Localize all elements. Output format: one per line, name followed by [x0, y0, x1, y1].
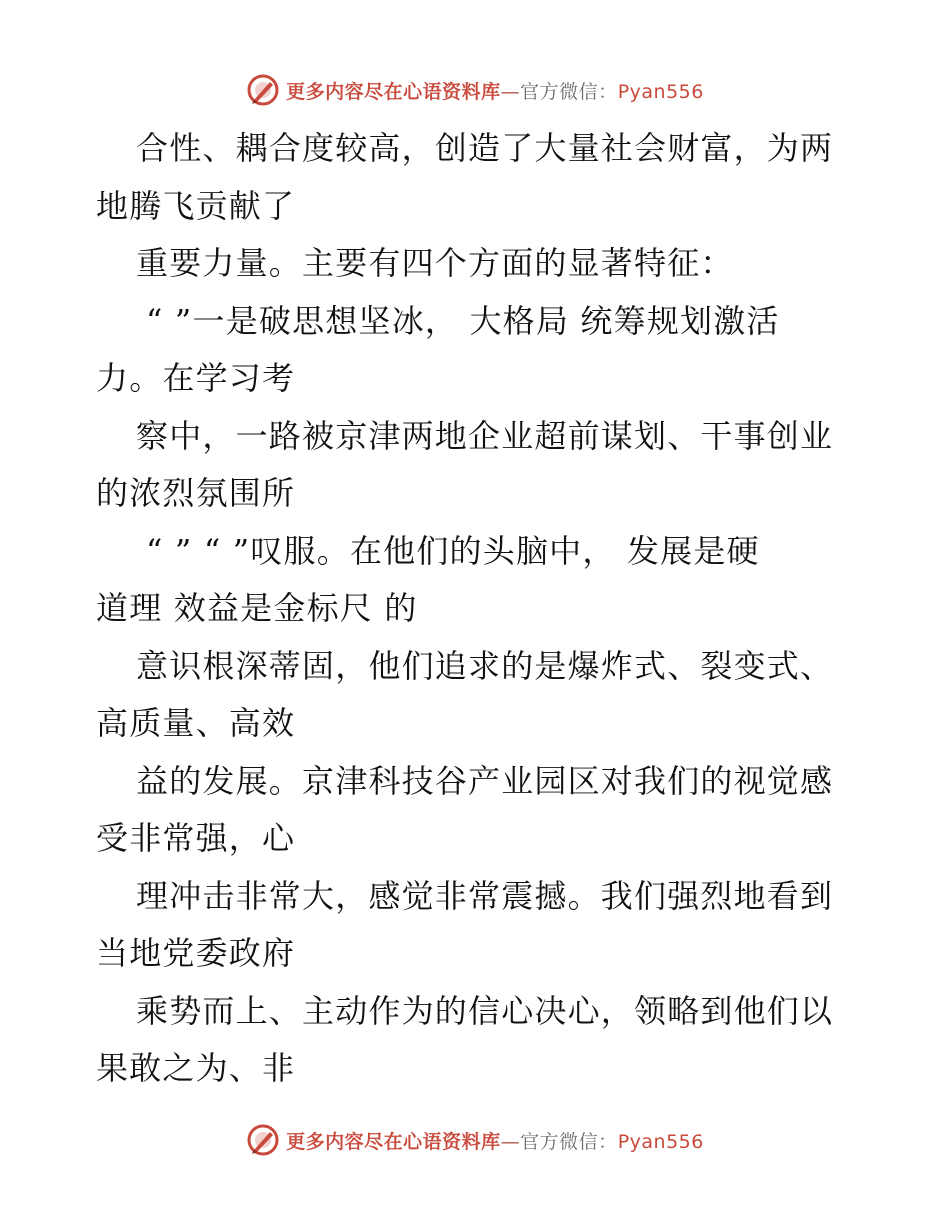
- body-line: 重要力量。主要有四个方面的显著特征：: [136, 244, 734, 282]
- footer-banner-text: [286, 1127, 704, 1154]
- body-line: 道理 效益是金标尺 的: [96, 589, 418, 627]
- body-line: 力。在学习考: [96, 359, 296, 397]
- body-line: 理冲击非常大，感觉非常震撼。我们强烈地看到: [136, 876, 834, 915]
- footer-wechat-label: 官方微信：: [520, 1130, 618, 1153]
- body-line: “ ” “ ”叹服。在他们的头脑中， 发展是硬: [146, 531, 760, 570]
- header-banner-inner: [246, 73, 704, 107]
- body-line: 果敢之为、非: [96, 1049, 296, 1087]
- body-line: 合性、耦合度较高，创造了大量社会财富，为两: [136, 129, 834, 167]
- footer-banner-inner: [246, 1123, 704, 1157]
- body-line: 受非常强，心: [96, 819, 296, 857]
- footer-wechat-id: Pyan556: [617, 1130, 704, 1153]
- header-wechat-id: Pyan556: [617, 80, 704, 103]
- footer-brand-text: 更多内容尽在心语资料库: [286, 1130, 501, 1153]
- body-line: 意识根深蒂固，他们追求的是爆炸式、裂变式、: [136, 646, 834, 685]
- document-body: [96, 120, 856, 1098]
- header-brand-text: 更多内容尽在心语资料库: [286, 80, 501, 103]
- header-banner-text: [286, 77, 704, 104]
- page-header-banner: [0, 70, 950, 110]
- body-line: 益的发展。京津科技谷产业园区对我们的视觉感: [136, 761, 834, 800]
- footer-separator: —: [500, 1130, 521, 1153]
- body-line: 乘势而上、主动作为的信心决心，领略到他们以: [136, 991, 834, 1030]
- brush-pen-logo-icon: [246, 1123, 280, 1157]
- header-wechat-label: 官方微信：: [520, 80, 618, 103]
- body-line: “ ”一是破思想坚冰， 大格局 统筹规划激活: [146, 301, 780, 340]
- body-line: 当地党委政府: [96, 934, 296, 972]
- body-line: 察中，一路被京津两地企业超前谋划、干事创业: [136, 416, 834, 455]
- body-line: 地腾飞贡献了: [96, 186, 296, 225]
- body-line: 的浓烈氛围所: [96, 474, 296, 512]
- page-footer-banner: [0, 1120, 950, 1160]
- header-separator: —: [500, 80, 521, 103]
- brush-pen-logo-icon: [246, 73, 280, 107]
- body-line: 高质量、高效: [96, 704, 296, 742]
